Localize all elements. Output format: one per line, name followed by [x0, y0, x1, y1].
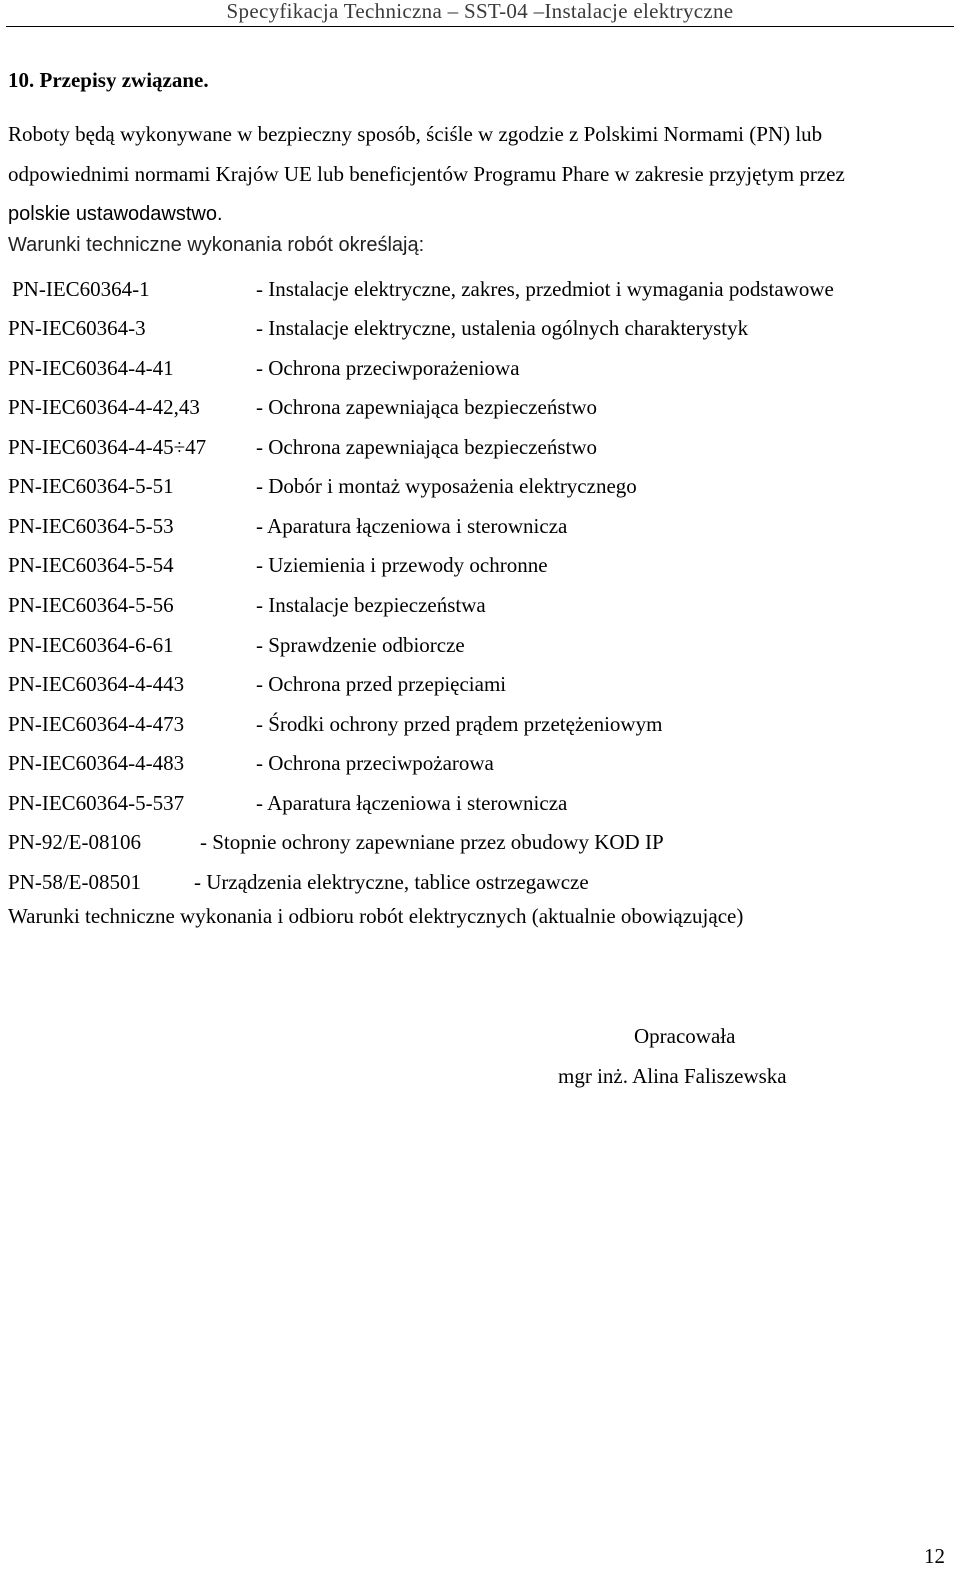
- intro-line-2: odpowiednimi normami Krajów UE lub beneficjentów Programu Phare w zakresie przyjętym przez: [8, 162, 845, 186]
- standard-description: - Sprawdzenie odbiorcze: [256, 633, 465, 657]
- standard-row: [0, 428, 960, 466]
- standard-row: [0, 665, 960, 703]
- standard-description: - Środki ochrony przed prądem przetężeniowym: [256, 712, 663, 736]
- standard-row: [0, 863, 960, 901]
- page-header: Specyfikacja Techniczna – SST-04 –Instalacje elektryczne: [226, 0, 734, 23]
- standard-code: PN-IEC60364-3: [8, 316, 146, 340]
- standard-code: PN-IEC60364-5-54: [8, 553, 174, 577]
- standard-code: PN-IEC60364-4-473: [8, 712, 185, 736]
- standard-row: [0, 626, 960, 664]
- standard-code: PN-IEC60364-4-483: [8, 751, 185, 775]
- standard-description: - Dobór i montaż wyposażenia elektrycznego: [256, 474, 637, 498]
- signature-label: Opracowała: [634, 1024, 736, 1048]
- section-title: 10. Przepisy związane.: [8, 68, 209, 92]
- standard-row: [0, 467, 960, 505]
- signature-name: mgr inż. Alina Faliszewska: [558, 1064, 787, 1088]
- standard-code: PN-IEC60364-6-61: [8, 633, 174, 657]
- standard-description: - Instalacje bezpieczeństwa: [256, 593, 486, 617]
- standard-row: [0, 744, 960, 782]
- standard-code: PN-IEC60364-4-41: [8, 356, 174, 380]
- standard-description: - Aparatura łączeniowa i sterownicza: [256, 791, 568, 815]
- standard-code: PN-IEC60364-4-443: [8, 672, 185, 696]
- standard-row: [0, 784, 960, 822]
- page-number: 12: [924, 1544, 945, 1568]
- standard-row: [0, 823, 960, 861]
- standard-row: [0, 388, 960, 426]
- standard-description: - Ochrona zapewniająca bezpieczeństwo: [256, 435, 598, 459]
- standard-row: [0, 349, 960, 387]
- standard-description: - Ochrona przeciwporażeniowa: [256, 356, 520, 380]
- standard-row: [0, 586, 960, 624]
- intro-paragraph: [8, 114, 928, 234]
- standard-code: PN-IEC60364-5-53: [8, 514, 174, 538]
- closing-line: Warunki techniczne wykonania i odbioru robót elektrycznych (aktualnie obowiązujące): [8, 904, 744, 928]
- standard-description: - Uziemienia i przewody ochronne: [256, 553, 548, 577]
- standard-code: PN-58/E-08501: [8, 870, 141, 894]
- standard-description: - Stopnie ochrony zapewniane przez obudowy KOD IP: [200, 830, 664, 854]
- standard-code: PN-IEC60364-4-45÷47: [8, 435, 207, 459]
- standard-row: [0, 309, 960, 347]
- standard-row: [0, 705, 960, 743]
- standard-code: PN-IEC60364-5-56: [8, 593, 174, 617]
- standard-description: - Ochrona przed przepięciami: [256, 672, 507, 696]
- standard-description: - Ochrona przeciwpożarowa: [256, 751, 494, 775]
- standards-lead: Warunki techniczne wykonania robót określają:: [8, 234, 425, 256]
- standard-code: PN-IEC60364-4-42,43: [8, 395, 200, 419]
- standard-description: - Aparatura łączeniowa i sterownicza: [256, 514, 568, 538]
- standard-code: PN-IEC60364-5-51: [8, 474, 174, 498]
- intro-line-1: Roboty będą wykonywane w bezpieczny sposób, ściśle w zgodzie z Polskimi Normami (PN) lub: [8, 122, 823, 146]
- standard-description: - Instalacje elektryczne, zakres, przedmiot i wymagania podstawowe: [256, 277, 834, 301]
- standard-row: [0, 270, 960, 308]
- standard-description: - Instalacje elektryczne, ustalenia ogólnych charakterystyk: [256, 316, 749, 340]
- standard-row: [0, 546, 960, 584]
- header-divider: [6, 26, 954, 27]
- standard-description: - Urządzenia elektryczne, tablice ostrzegawcze: [194, 870, 589, 894]
- standard-row: [0, 507, 960, 545]
- standard-code: PN-IEC60364-1: [12, 277, 150, 301]
- standard-code: PN-92/E-08106: [8, 830, 141, 854]
- standard-description: - Ochrona zapewniająca bezpieczeństwo: [256, 395, 598, 419]
- intro-line-3: polskie ustawodawstwo.: [8, 203, 223, 225]
- standard-code: PN-IEC60364-5-537: [8, 791, 185, 815]
